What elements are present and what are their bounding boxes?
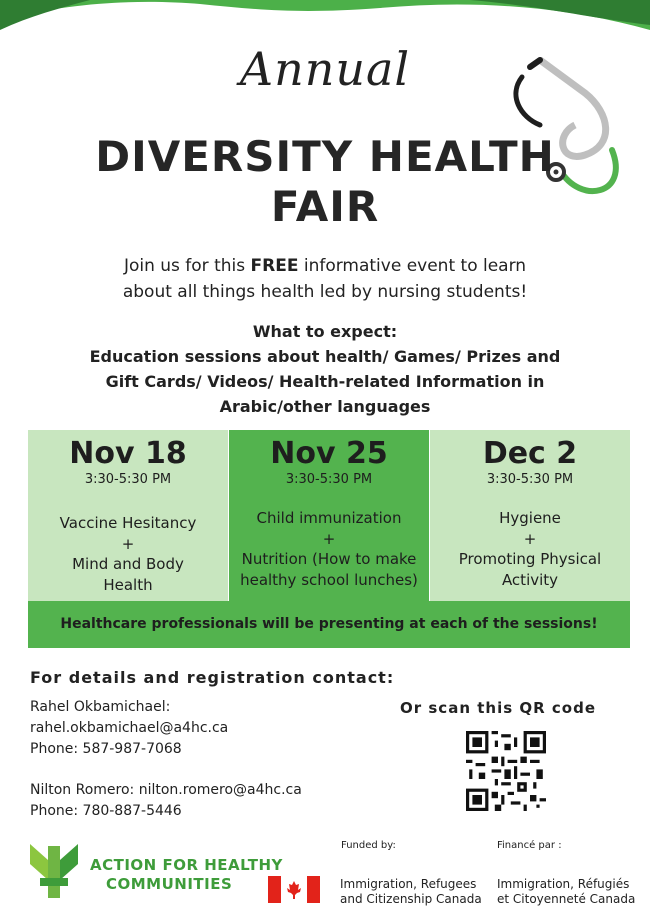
topic-line: Hygiene [499,509,561,527]
topic-line: Mind and Body [72,555,184,573]
session-topic [237,508,421,590]
contact-phone: Phone: 587-987-7068 [30,741,182,757]
ircc-english [340,877,482,907]
topic-plus: + [322,529,336,548]
contact-name: Rahel Okbamichael: [30,699,171,715]
session-time: 3:30-5:30 PM [84,472,172,487]
ircc-english-line2: and Citizenship Canada [340,892,482,906]
expect-line1: Education sessions about health/ Games/ Prizes and [89,347,561,366]
logo-line2: COMMUNITIES [106,875,233,893]
intro-text: Join us for this [123,256,251,276]
intro-paragraph [60,253,590,305]
topic-line: Nutrition (How to make [241,550,417,568]
logo-line1: ACTION FOR HEALTHY [90,856,283,874]
session-time: 3:30-5:30 PM [486,472,574,487]
session-topic [36,513,220,595]
ircc-english-line1: Immigration, Refugees [340,877,477,891]
topic-plus: + [121,534,135,553]
canada-flag-icon [268,876,320,903]
session-date: Nov 25 [270,436,388,471]
contact-heading: For details and registration contact: [30,668,395,687]
topic-line: Activity [501,570,559,589]
qr-code-icon[interactable] [466,731,546,811]
session-nov-25 [229,430,429,601]
contact-person-2 [30,780,302,822]
presenters-banner [28,601,630,648]
session-time: 3:30-5:30 PM [285,472,373,487]
session-date: Nov 18 [69,436,187,471]
intro-line1 [60,253,590,279]
session-topic [438,508,622,590]
contact-person-1 [30,697,228,760]
what-to-expect-heading: What to expect: [252,322,398,341]
ircc-french-line2: et Citoyenneté Canada [497,892,636,906]
session-date: Dec 2 [482,436,578,471]
topic-line: healthy school lunches) [240,570,418,589]
event-title [40,132,610,232]
event-title-line2: FAIR [270,182,380,231]
contact-email-link[interactable]: rahel.okbamichael@a4hc.ca [30,720,229,736]
event-title-line1: DIVERSITY HEALTH [95,132,555,181]
expect-line3: Arabic/other languages [219,397,431,416]
funded-by-label: Funded by: [341,840,396,851]
ircc-french-line1: Immigration, Réfugiés [497,877,630,891]
presenters-banner-text: Healthcare professionals will be presenting at each of the sessions! [60,616,598,632]
annual-script-title: Annual [239,42,411,96]
ircc-french [497,877,635,907]
topic-line: Promoting Physical [458,550,602,568]
topic-line: Child immunization [256,509,402,527]
session-nov-18 [28,430,228,601]
a4hc-logo-text [90,856,283,894]
contact-name-email[interactable]: Nilton Romero: nilton.romero@a4hc.ca [30,782,302,798]
qr-label: Or scan this QR code [400,699,596,717]
topic-line: Health [103,575,153,594]
topic-line: Vaccine Hesitancy [59,514,197,532]
intro-text: informative event to learn [298,256,527,276]
intro-line2: about all things health led by nursing students! [122,282,528,302]
session-dec-2 [430,430,630,601]
free-emphasis: FREE [250,256,299,276]
contact-phone: Phone: 780-887-5446 [30,803,182,819]
expect-line2: Gift Cards/ Videos/ Health-related Information in [105,372,545,391]
what-to-expect-section [40,319,610,419]
a4hc-logo-icon [18,840,90,902]
topic-plus: + [523,529,537,548]
finance-par-label: Financé par : [497,840,562,851]
session-schedule [28,430,630,648]
